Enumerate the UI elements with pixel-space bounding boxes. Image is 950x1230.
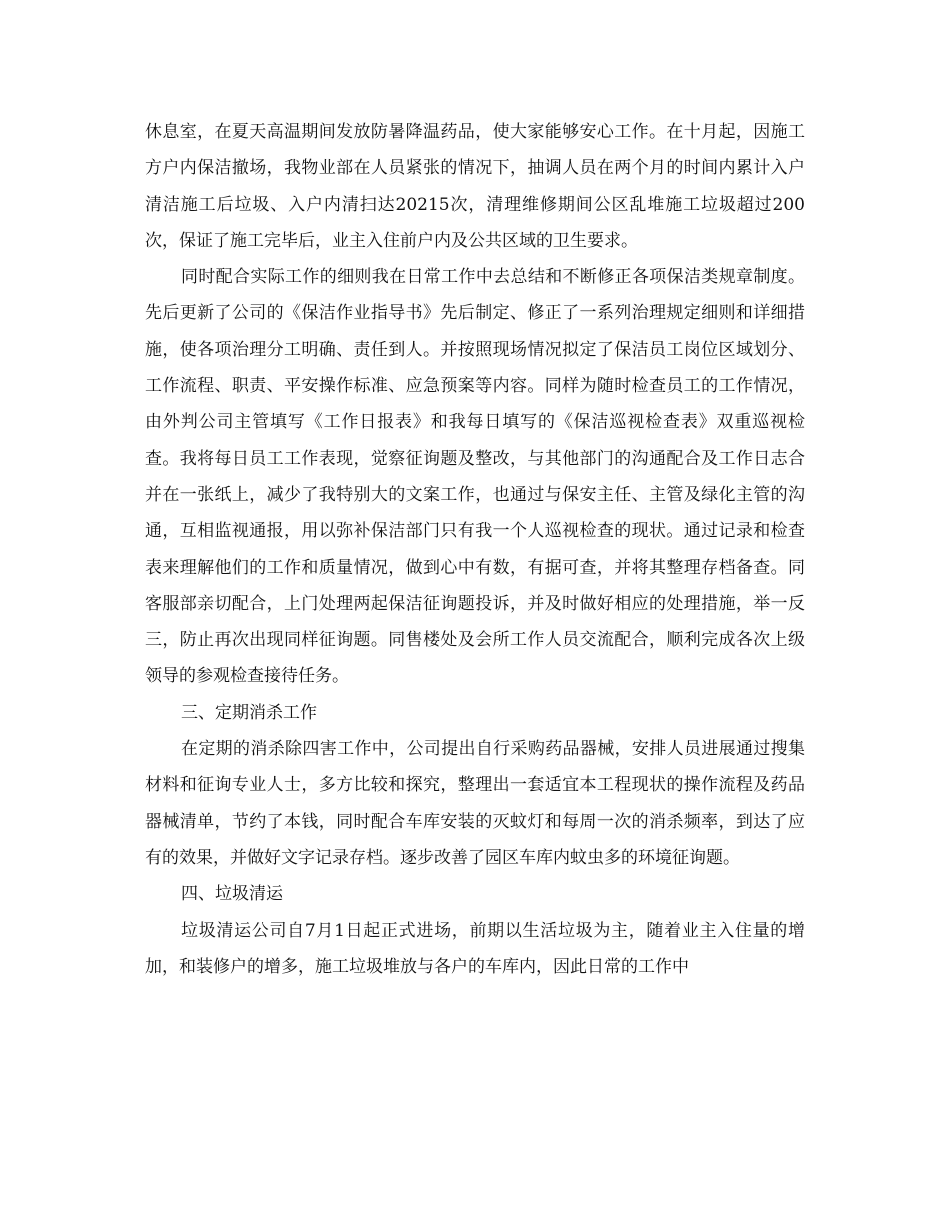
section-heading-garbage: 四、垃圾清运 [181,884,283,905]
paragraph-regulations: 同时配合实际工作的细则我在日常工作中去总结和不断修正各项保洁类规章制度。先后更新了公司的《保洁作业指导书》先后制定、修正了一系列治理规定细则和详细措施，使各项治理分工明确、责任到人。并按照现场情况拟定了保洁员工岗位区域划分、工作流程、职责、平安操作标准、应急预案等内容。同样为随时检查员工的工作情况，由外判公司主管填写《工作日报表》和我每日填写的《保洁巡视检查表》双重巡视检查。我将每日员工工作表现，觉察征询题及整改，与其他部门的沟通配合及工作日志合并在一张纸上，减少了我特别大的文案工作，也通过与保安主任、主管及绿化主管的沟通，互相监视通报，用以弥补保洁部门只有我一个人巡视检查的现状。通过记录和检查表来理解他们的工作和质量情况，做到心中有数，有据可查，并将其整理存档备查。同客服部亲切配合，上门处理两起保洁征询题投诉，并及时做好相应的处理措施，举一反三，防止再次出现同样征询题。同售楼处及会所工作人员交流配合，顺利完成各次上级领导的参观检查接待任务。 [145,267,805,687]
paragraph-garbage: 垃圾清运公司自7月1日起正式进场，前期以生活垃圾为主，随着业主入住量的增加，和装修户的增多，施工垃圾堆放与各户的车库内，因此日常的工作中 [145,920,805,977]
paragraph-pest-control: 在定期的消杀除四害工作中，公司提出自行采购药品器械，安排人员进展通过搜集材料和征询专业人士，多方比较和探究，整理出一套适宜本工程现状的操作流程及药品器械清单，节约了本钱，同时配合车库安装的灭蚊灯和每周一次的消杀频率，到达了应有的效果，并做好文字记录存档。逐步改善了园区车库内蚊虫多的环境征询题。 [145,739,805,868]
section-heading-pest-control: 三、定期消杀工作 [181,702,317,723]
document-body [145,114,805,985]
paragraph-continuation: 休息室，在夏天高温期间发放防暑降温药品，使大家能够安心工作。在十月起，因施工方户内保洁撤场，我物业部在人员紧张的情况下，抽调人员在两个月的时间内累计入户清洁施工后垃圾、入户内清扫达20215次，清理维修期间公区乱堆施工垃圾超过200次，保证了施工完毕后，业主入住前户内及公共区域的卫生要求。 [145,122,805,251]
